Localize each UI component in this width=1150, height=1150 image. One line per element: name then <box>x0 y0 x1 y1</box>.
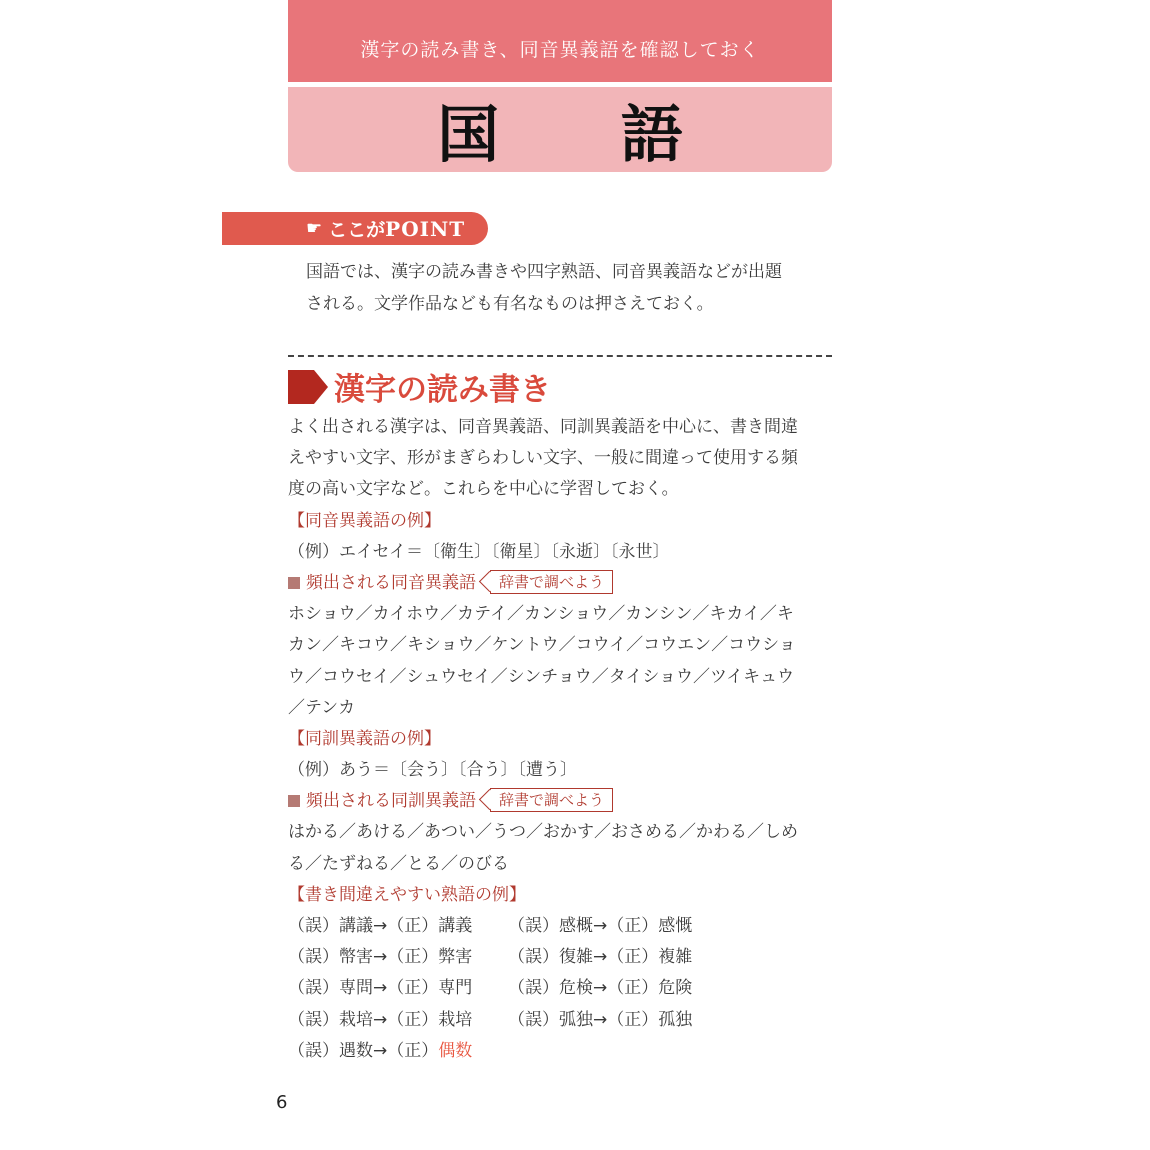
homophone-list-line: ／テンカ <box>288 697 356 718</box>
point-tab-prefix: ここが <box>328 219 386 241</box>
mistake-row <box>288 1005 838 1036</box>
homophone-list-line: ホショウ／カイホウ／カテイ／カンショウ／カンシン／キカイ／キ <box>288 604 794 625</box>
mistake-row <box>288 973 838 1004</box>
section-title: 漢字の読み書き <box>334 372 551 408</box>
mistake-row <box>288 911 838 942</box>
point-tab <box>222 212 488 245</box>
homophone-frequent-label: 頻出される同音異義語 <box>306 572 476 593</box>
mistake-row <box>288 942 838 973</box>
square-bullet-icon <box>288 577 300 589</box>
homophone-example: （例）エイセイ＝〔衛生〕〔衛星〕〔永逝〕〔永世〕 <box>288 541 670 562</box>
point-text-line: される。文学作品なども有名なものは押さえておく。 <box>306 294 714 314</box>
pointing-hand-icon: ☛ <box>306 218 323 239</box>
page-number: 6 <box>276 1092 288 1113</box>
homophone-list-line: カン／キコウ／キショウ／ケントウ／コウイ／コウエン／コウショ <box>288 635 796 656</box>
chapter-subtitle: 漢字の読み書き、同音異義語を確認しておく <box>288 0 832 82</box>
homonym-frequent-row <box>288 786 838 817</box>
homonym-frequent-label: 頻出される同訓異義語 <box>306 791 476 812</box>
square-bullet-icon <box>288 795 300 807</box>
mistake-last-highlight: 偶数 <box>438 1040 473 1061</box>
chapter-title: 国 語 <box>437 98 733 171</box>
mistake-pair: （誤）専問→（正）専門 <box>288 978 473 999</box>
homophone-frequent-row <box>288 568 838 599</box>
mistake-last-prefix: （誤）遇数→（正） <box>288 1040 439 1061</box>
homonym-example: （例）あう＝〔会う〕〔合う〕〔遭う〕 <box>288 760 577 781</box>
homonym-heading: 【同訓異義語の例】 <box>288 728 441 749</box>
homophone-list-line: ウ／コウセイ／シュウセイ／シンチョウ／タイショウ／ツイキュウ <box>288 666 795 687</box>
mistake-pair: （誤）感概→（正）感慨 <box>508 916 693 936</box>
dictionary-tag: 辞書で調べよう <box>490 570 613 594</box>
chapter-header <box>288 0 832 172</box>
mistakes-heading: 【書き間違えやすい熟語の例】 <box>288 884 526 905</box>
mistake-pair: （誤）弧独→（正）孤独 <box>508 1009 693 1030</box>
section-marker-icon <box>288 370 328 404</box>
point-text-line: 国語では、漢字の読み書きや四字熟語、同音異義語などが出題 <box>306 262 782 282</box>
mistake-pair: （誤）幣害→（正）弊害 <box>288 947 473 968</box>
mistake-row-last <box>288 1036 838 1067</box>
dashed-divider <box>288 355 832 357</box>
mistake-pair: （誤）復雑→（正）複雑 <box>508 947 693 968</box>
mistake-pair: （誤）栽培→（正）栽培 <box>288 1009 473 1030</box>
intro-line: よく出される漢字は、同音異義語、同訓異義語を中心に、書き間違 <box>288 417 798 437</box>
section-body <box>288 412 838 1067</box>
mistake-pair: （誤）講議→（正）講義 <box>288 916 473 936</box>
point-tab-word: POINT <box>385 216 466 241</box>
intro-line: 度の高い文字など。これらを中心に学習しておく。 <box>288 479 679 500</box>
mistake-pair: （誤）危検→（正）危険 <box>508 978 693 999</box>
point-text <box>306 256 836 320</box>
homonym-list-line: る／たずねる／とる／のびる <box>288 853 509 874</box>
homonym-list-line: はかる／あける／あつい／うつ／おかす／おさめる／かわる／しめ <box>288 822 798 843</box>
homophone-heading: 【同音異義語の例】 <box>288 510 441 531</box>
intro-line: えやすい文字、形がまぎらわしい文字、一般に間違って使用する頻 <box>288 448 798 469</box>
dictionary-tag: 辞書で調べよう <box>490 788 613 812</box>
